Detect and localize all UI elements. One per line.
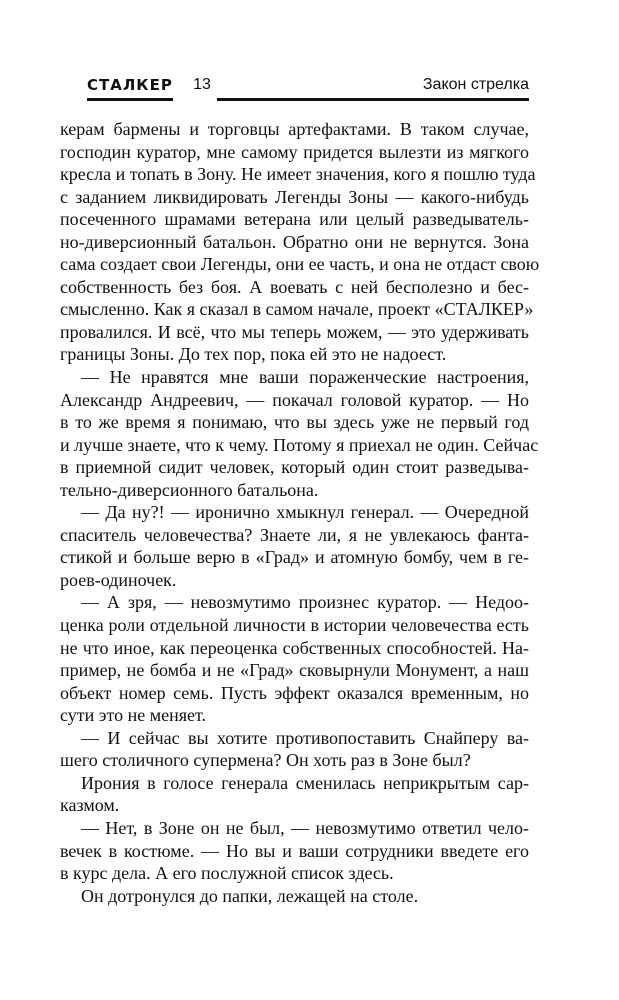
header-rule-left bbox=[87, 98, 173, 101]
text-line: Он дотронулся до папки, лежащей на столе. bbox=[81, 885, 419, 906]
text-line: провалился. И всё, что мы теперь можем, — это удерживать bbox=[60, 321, 529, 342]
text-line: в то же время я понимаю, что вы здесь уже не первый год bbox=[60, 412, 529, 433]
text-line: сама создает свои Легенды, они ее часть, и она не отдаст свою bbox=[60, 254, 540, 275]
text-line: казмом. bbox=[60, 795, 120, 816]
paragraph bbox=[60, 118, 540, 366]
text-line: с заданием ликвидировать Легенды Зоны — какого-нибудь bbox=[60, 186, 529, 207]
text-line: — И сейчас вы хотите противопоставить Снайперу ва- bbox=[81, 727, 529, 748]
text-line: роев-одиночек. bbox=[60, 569, 177, 590]
header-rule-right bbox=[217, 98, 529, 101]
text-line: границы Зоны. До тех пор, пока ей это не надоест. bbox=[60, 344, 447, 365]
text-line: тельно-диверсионного батальона. bbox=[60, 479, 319, 500]
text-line: Александр Андреевич, — покачал головой куратор. — Но bbox=[60, 389, 529, 410]
text-line: Ирония в голосе генерала сменилась неприкрытым сар- bbox=[81, 772, 529, 793]
text-line: — Не нравятся мне ваши пораженческие настроения, bbox=[81, 367, 529, 388]
text-line: — Нет, в Зоне он не был, — невозмутимо ответил чело- bbox=[81, 817, 529, 838]
text-line: в приемной сидит человек, который один стоит разведыва- bbox=[60, 457, 529, 478]
paragraph bbox=[60, 591, 529, 726]
paragraph bbox=[60, 727, 529, 772]
text-line: стикой и больше верю в «Град» и атомную бомбу, чем в ге- bbox=[60, 547, 529, 568]
text-line: пример, не бомба и не «Град» сковырнули Монумент, а наш bbox=[60, 660, 529, 681]
text-line: керам бармены и торговцы артефактами. В таком случае, bbox=[60, 119, 529, 139]
text-line: собственность без боя. А воевать с ней бесполезно и бес- bbox=[60, 276, 529, 297]
text-line: объект номер семь. Пусть эффект оказался временным, но bbox=[60, 682, 529, 703]
text-line: посеченного шрамами ветерана или целый разведыватель- bbox=[60, 209, 529, 230]
text-line: ценка роли отдельной личности в истории человечества есть bbox=[60, 615, 529, 636]
text-line: кресла и топать в Зону. Не имеет значения, кого я пошлю туда bbox=[60, 164, 536, 185]
text-line: спаситель человечества? Знаете ли, я не увлекаюсь фанта- bbox=[60, 524, 529, 545]
text-line: в курс дела. А его послужной список здесь. bbox=[60, 863, 394, 884]
paragraph bbox=[60, 885, 529, 908]
text-line: сути это не меняет. bbox=[60, 705, 207, 726]
paragraph bbox=[60, 817, 529, 885]
text-line: но-диверсионный батальон. Обратно они не вернутся. Зона bbox=[60, 231, 529, 252]
paragraph bbox=[60, 366, 539, 501]
text-line: господин куратор, мне самому придется вылезти из мягкого bbox=[60, 141, 529, 162]
paragraph bbox=[60, 501, 529, 591]
paragraph bbox=[60, 772, 529, 817]
text-line: смысленно. Как я сказал в самом начале, проект «СТАЛКЕР» bbox=[60, 299, 534, 320]
page-text bbox=[60, 118, 540, 907]
text-line: вечек в костюме. — Но вы и ваши сотрудники введете его bbox=[60, 840, 529, 861]
series-name: СТАЛКЕР bbox=[87, 76, 173, 94]
text-line: и лучше знаете, что к чему. Потому я приехал не один. Сейчас bbox=[60, 434, 539, 455]
text-line: не что иное, как переоценка собственных способностей. На- bbox=[60, 637, 529, 658]
text-line: — Да ну?! — иронично хмыкнул генерал. — Очередной bbox=[81, 502, 529, 523]
page-number: 13 bbox=[193, 76, 211, 93]
running-header bbox=[87, 76, 529, 102]
text-line: — А зря, — невозмутимо произнес куратор. — Недоо- bbox=[81, 592, 529, 613]
text-line: шего столичного супермена? Он хоть раз в Зоне был? bbox=[60, 750, 471, 771]
book-title: Закон стрелка bbox=[422, 76, 529, 93]
